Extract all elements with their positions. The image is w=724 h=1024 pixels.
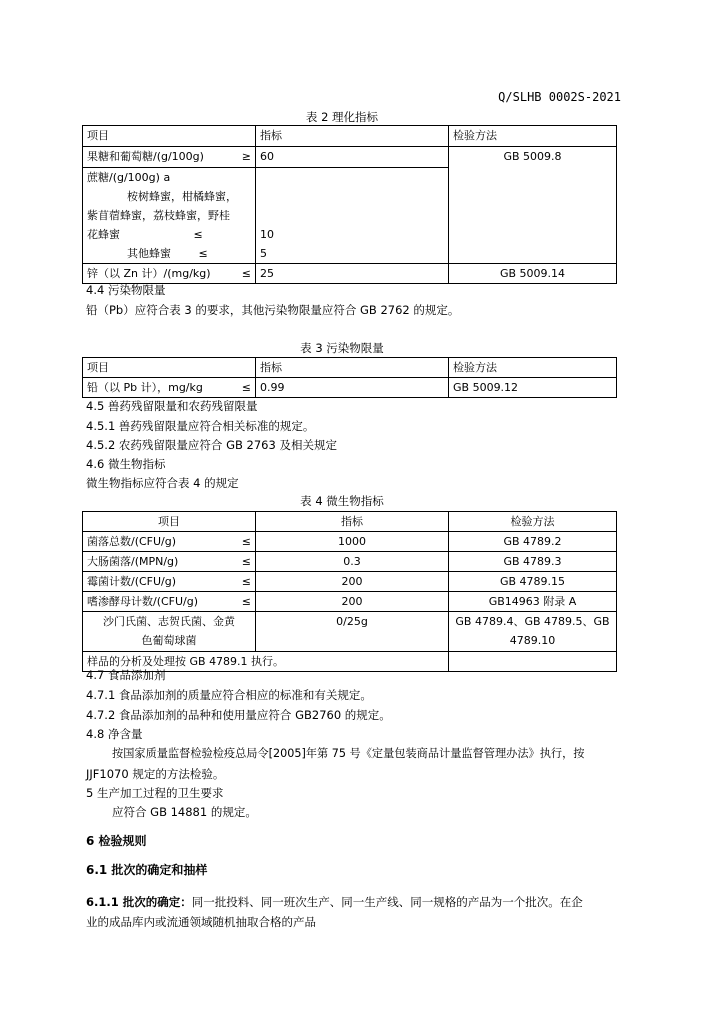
- table3-lead-method: GB 5009.12: [449, 378, 617, 398]
- table-row: 嗜渗酵母计数/(CFU/g) ≤ 200 GB14963 附录 A: [83, 592, 617, 612]
- table2-fructose-value: 60: [256, 147, 449, 168]
- table2-header-item: 项目: [83, 126, 256, 147]
- table2-method-sugar: GB 5009.8: [449, 147, 617, 264]
- table4-pathogens-line2: 色葡萄球菌: [141, 634, 197, 647]
- section-6-1-1-text: 同一批投料、同一班次生产、同一生产线、同一规格的产品为一个批次。在企: [191, 895, 583, 909]
- table4-header-item: 项目: [83, 512, 256, 532]
- table-row: [83, 612, 617, 652]
- section-4-8-text-2: JJF1070 规定的方法检验。: [86, 767, 225, 781]
- table2-sucrose-value-2: 5: [260, 247, 267, 260]
- table4-pathogens-method-1: GB 4789.4、GB 4789.5、GB: [455, 615, 610, 628]
- table2-sucrose-honey-types-3: 花蜂蜜 ≤: [87, 228, 203, 241]
- section-4-4-title: 4.4 污染物限量: [86, 283, 166, 297]
- table2-sucrose-value-1: 10: [260, 228, 274, 241]
- table2-header-value: 指标: [256, 126, 449, 147]
- section-4-6-title: 4.6 微生物指标: [86, 457, 166, 471]
- lte-symbol: ≤: [241, 535, 251, 548]
- lte-symbol: ≤: [198, 247, 208, 260]
- section-4-7-2: 4.7.2 食品添加剂的品种和使用量应符合 GB2760 的规定。: [86, 708, 391, 722]
- table3-caption: 表 3 污染物限量: [300, 341, 384, 355]
- table4-pathogens-method-2: 4789.10: [509, 634, 556, 647]
- section-5-text: 应符合 GB 14881 的规定。: [112, 805, 257, 819]
- table2-zinc-method: GB 5009.14: [449, 264, 617, 284]
- section-4-4-text: 铅（Pb）应符合表 3 的要求，其他污染物限量应符合 GB 2762 的规定。: [86, 303, 460, 317]
- section-4-6-text: 微生物指标应符合表 4 的规定: [86, 476, 239, 490]
- table3-lead-value: 0.99: [256, 378, 449, 398]
- table2-fructose-label: 果糖和葡萄糖/(g/100g): [87, 150, 204, 163]
- section-5-title: 5 生产加工过程的卫生要求: [86, 786, 224, 800]
- lte-symbol: ≤: [241, 267, 251, 280]
- section-4-7-title: 4.7 食品添加剂: [86, 668, 166, 682]
- table3-row-lead: [83, 378, 256, 398]
- table2-sucrose-other: 其他蜂蜜 ≤: [127, 247, 208, 260]
- section-6-1-1-label: 6.1.1 批次的确定：: [86, 895, 192, 909]
- table2-header-method: 检验方法: [449, 126, 617, 147]
- table-row: 霉菌计数/(CFU/g) ≤ 200 GB 4789.15: [83, 572, 617, 592]
- section-4-5-2: 4.5.2 农药残留限量应符合 GB 2763 及相关规定: [86, 438, 337, 452]
- lte-symbol: ≤: [241, 555, 251, 568]
- section-6-title: 6 检验规则: [86, 834, 147, 848]
- table2-row-zinc: [83, 264, 256, 284]
- table2-sucrose-honey-types-2: 紫苜蓿蜂蜜，荔枝蜂蜜，野桂: [87, 209, 230, 222]
- section-4-5-1: 4.5.1 兽药残留限量应符合相关标准的规定。: [86, 419, 315, 433]
- lte-symbol: ≤: [241, 595, 251, 608]
- section-6-1-1: [86, 894, 583, 910]
- section-4-8-title: 4.8 净含量: [86, 727, 143, 741]
- table4-pathogens-line1: 沙门氏菌、志贺氏菌、金黄: [103, 615, 235, 628]
- table2-row-sucrose: [83, 168, 256, 264]
- table4-pathogens-value: 0/25g: [256, 612, 449, 652]
- table2-sucrose-label: 蔗糖/(g/100g) a: [87, 171, 171, 184]
- section-4-7-1: 4.7.1 食品添加剂的质量应符合相应的标准和有关规定。: [86, 688, 372, 702]
- table3-header-value: 指标: [256, 358, 449, 378]
- table4: [82, 511, 617, 672]
- table3-header-item: 项目: [83, 358, 256, 378]
- section-4-5-title: 4.5 兽药残留限量和农药残留限量: [86, 399, 258, 413]
- table3-lead-label: 铅（以 Pb 计），mg/kg: [87, 381, 203, 394]
- table4-header-value: 指标: [256, 512, 449, 532]
- section-6-1-1-text-2: 业的成品库内或流通领域随机抽取合格的产品: [86, 915, 316, 929]
- section-6-1-title: 6.1 批次的确定和抽样: [86, 863, 208, 877]
- table2: [82, 125, 617, 284]
- table2-zinc-label: 锌（以 Zn 计）/(mg/kg): [87, 267, 211, 280]
- table2-zinc-value: 25: [256, 264, 449, 284]
- table4-footer-note: 样品的分析及处理按 GB 4789.1 执行。: [83, 652, 449, 672]
- section-4-8-text: 按国家质量监督检验检疫总局令[2005]年第 75 号《定量包装商品计量监督管理办法》执行，按: [112, 747, 585, 760]
- table2-caption: 表 2 理化指标: [305, 110, 379, 124]
- lte-symbol: ≤: [193, 228, 203, 241]
- lte-symbol: ≤: [241, 575, 251, 588]
- table-row: 菌落总数/(CFU/g) ≤ 1000 GB 4789.2: [83, 532, 617, 552]
- table2-row-fructose: [83, 147, 256, 168]
- lte-symbol: ≤: [241, 381, 251, 394]
- table-row: 大肠菌落/(MPN/g) ≤ 0.3 GB 4789.3: [83, 552, 617, 572]
- gte-symbol: ≥: [241, 150, 251, 163]
- table3-header-method: 检验方法: [449, 358, 617, 378]
- table4-caption: 表 4 微生物指标: [300, 494, 384, 508]
- document-number: Q/SLHB 0002S-2021: [498, 90, 621, 104]
- table2-sucrose-honey-types-1: 桉树蜂蜜，柑橘蜂蜜，: [127, 190, 237, 203]
- table3: [82, 357, 617, 398]
- table4-header-method: 检验方法: [449, 512, 617, 532]
- table2-sucrose-values: [256, 168, 449, 264]
